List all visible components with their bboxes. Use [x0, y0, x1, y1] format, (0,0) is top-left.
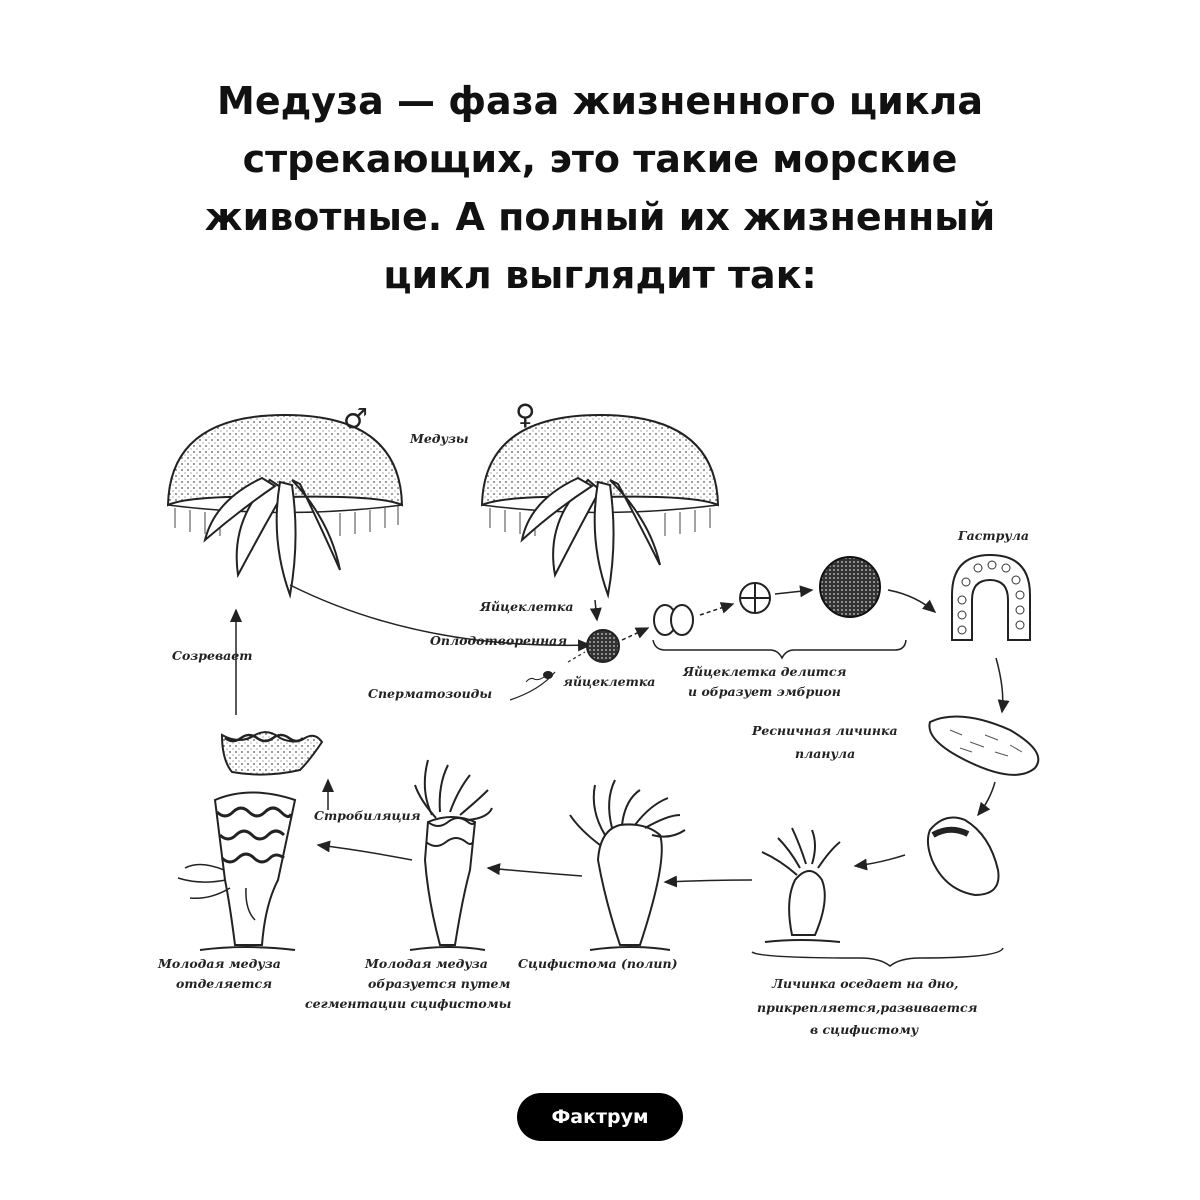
scyphistoma	[570, 780, 685, 950]
four-cell-embryo	[740, 583, 770, 613]
title-line-3: животные. А полный их жизненный	[204, 195, 996, 239]
young-polyp	[762, 828, 840, 942]
label-segmentation-1: Молодая медуза	[365, 956, 488, 971]
arrow-to-strobila	[318, 845, 412, 860]
arrow-cleavage-1	[622, 628, 648, 640]
title-line-4: цикл выглядит так:	[383, 253, 817, 297]
label-medusae: Медузы	[410, 431, 469, 446]
arrow-to-settled-larva	[978, 782, 995, 815]
female-symbol: ♀	[515, 398, 536, 431]
morula	[820, 557, 880, 617]
segmenting-scyphistoma	[410, 760, 492, 950]
gastrula	[952, 555, 1030, 640]
two-cell-embryo	[654, 605, 693, 635]
fertilized-egg	[587, 630, 619, 662]
arrow-to-scyphistoma	[665, 880, 752, 882]
label-settles-2: прикрепляется,развивается	[757, 1000, 978, 1015]
arrow-to-gastrula	[888, 590, 935, 612]
label-divides-1: Яйцеклетка делится	[683, 664, 847, 679]
label-gastrula: Гаструла	[958, 528, 1030, 543]
label-matures: Созревает	[172, 648, 253, 663]
label-detaches-1: Молодая медуза	[158, 956, 281, 971]
male-medusa	[168, 415, 402, 595]
label-fertilized-1: Оплодотворенная	[430, 633, 568, 648]
label-segmentation-3: сегментации сцифистомы	[305, 996, 512, 1011]
label-fertilized-2: яйцеклетка	[563, 674, 656, 689]
arrow-to-young-polyp	[855, 855, 905, 866]
arrow-cleavage-3	[775, 590, 812, 594]
arrow-to-segmentation	[488, 868, 582, 876]
sperm	[526, 671, 553, 682]
title-line-1: Медуза — фаза жизненного цикла	[217, 79, 983, 123]
label-segmentation-2: образуется путем	[368, 976, 511, 991]
label-settles-1: Личинка оседает на дно,	[772, 976, 959, 991]
settled-larva	[928, 818, 999, 895]
strobila	[178, 793, 295, 951]
embryo-brace	[653, 640, 906, 658]
label-planula-1: Ресничная личинка	[752, 723, 898, 738]
label-strobilation: Стробиляция	[314, 808, 421, 823]
arrow-egg	[595, 600, 597, 620]
label-scyphistoma: Сцифистома (полип)	[518, 956, 678, 971]
label-sperm: Сперматозоиды	[368, 686, 493, 701]
title-line-2: стрекающих, это такие морские	[242, 137, 958, 181]
label-settles-3: в сцифистому	[810, 1022, 919, 1037]
male-symbol: ♂	[343, 402, 369, 435]
arrow-cleavage-2	[700, 604, 733, 615]
female-medusa	[482, 415, 718, 595]
label-planula-2: планула	[795, 746, 856, 761]
brand-badge[interactable]: Фактрум	[517, 1093, 683, 1141]
label-egg: Яйцеклетка	[480, 599, 574, 614]
planula	[929, 717, 1038, 775]
label-detaches-2: отделяется	[176, 976, 273, 991]
label-divides-2: и образует эмбрион	[688, 684, 841, 699]
arrow-to-planula	[996, 658, 1003, 712]
settling-brace	[752, 948, 1003, 966]
arrow-sperm-to-egg	[568, 652, 585, 662]
ephyra	[222, 732, 322, 774]
